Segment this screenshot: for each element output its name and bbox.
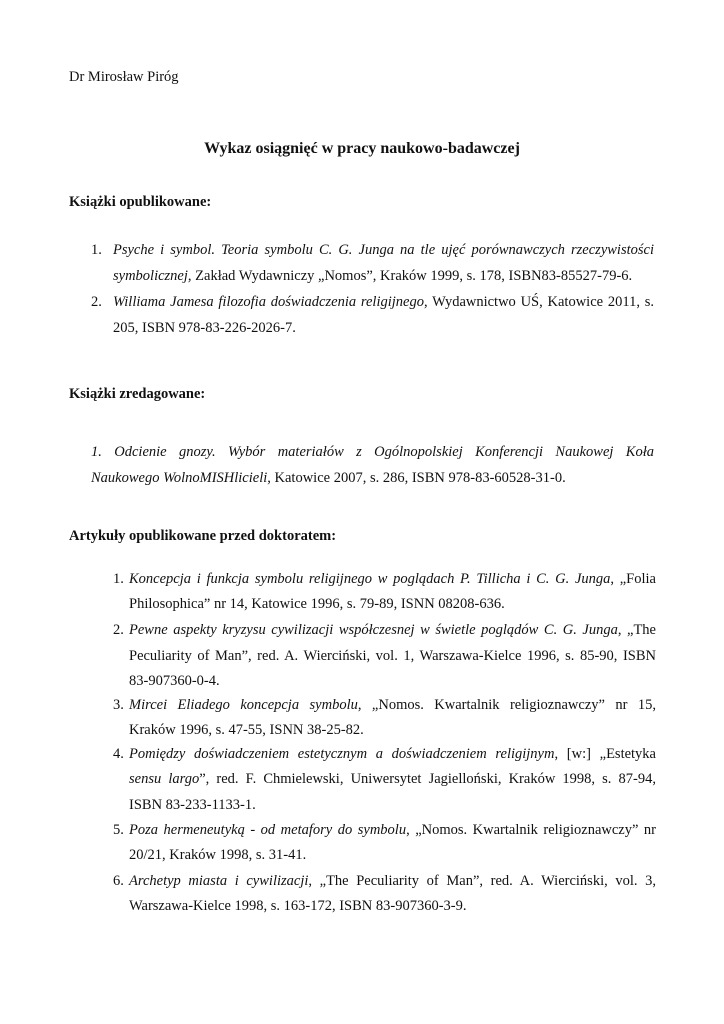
item-title: Pewne aspekty kryzysu cywilizacji współczesnej w świetle poglądów C. G. Junga [129,622,618,638]
item-line [129,873,656,890]
item-line: 83-907360-0-4. [129,673,220,689]
list-number: 6. [113,873,124,889]
item-line [113,268,632,285]
item-title: Williama Jamesa filozofia doświadczenia religijnego [113,294,424,310]
item-details: , „The Peculiarity of Man”, red. A. Wierciński, vol. 3, [308,873,657,889]
item-details: , „Nomos. Kwartalnik religioznawczy” nr 15, [357,697,657,713]
item-title: Archetyp miasta i cywilizacji [129,873,309,889]
item-details: , „The [617,622,656,638]
item-title: Poza hermeneutyką - od metafory do symbolu [129,822,407,838]
item-line [113,242,654,259]
articles-heading: Artykuły opublikowane przed doktoratem: [69,528,337,544]
item-details: , [w:] „Estetyka [554,746,656,762]
item-line: ISBN 83-233-1133-1. [129,797,256,813]
item-title: 1. Odcienie gnozy. Wybór materiałów z Ogólnopolskiej Konferencji Naukowej Koła [91,444,654,460]
item-title: symbolicznej, [113,268,192,284]
item-line: Philosophica” nr 14, Katowice 1996, s. 79-89, ISNN 08208-636. [129,596,505,612]
item-line [91,444,654,461]
list-number: 5. [113,822,124,838]
edited-heading: Książki zredagowane: [69,386,206,402]
item-title: Psyche i symbol. Teoria symbolu C. G. Junga na tle ujęć porównawczych rzeczywistości [113,242,654,258]
list-number: 1. [113,571,124,587]
item-line: 20/21, Kraków 1998, s. 31-41. [129,847,307,863]
list-number: 2. [113,622,124,638]
item-line [129,571,656,588]
item-line [129,771,656,788]
item-title: Pomiędzy doświadczeniem estetycznym a doświadczeniem religijnym [129,746,555,762]
item-line: Peculiarity of Man”, red. A. Wierciński, vol. 1, Warszawa-Kielce 1996, s. 85-90, ISBN [129,648,656,664]
item-title: sensu largo [129,771,200,787]
item-line [129,746,656,763]
item-line [129,622,656,639]
author-name: Dr Mirosław Piróg [69,69,179,85]
item-line [91,470,566,487]
item-details: , Katowice 2007, s. 286, ISBN 978-83-60528-31-0. [267,470,566,486]
item-line: 205, ISBN 978-83-226-2026-7. [113,320,296,336]
item-line [129,822,656,839]
item-title: Naukowego WolnoMISHlicieli [91,470,268,486]
item-line [113,294,654,311]
item-details: , „Folia [610,571,656,587]
item-line: Warszawa-Kielce 1998, s. 163-172, ISBN 83-907360-3-9. [129,898,467,914]
page-title: Wykaz osiągnięć w pracy naukowo-badawczej [204,140,520,157]
item-line: Kraków 1996, s. 47-55, ISNN 38-25-82. [129,722,364,738]
list-number: 3. [113,697,124,713]
item-details: , „Nomos. Kwartalnik religioznawczy” nr [406,822,656,838]
item-line [129,697,656,714]
books-heading: Książki opublikowane: [69,194,212,210]
item-title: Koncepcja i funkcja symbolu religijnego w poglądach P. Tillicha i C. G. Junga [129,571,611,587]
item-details: , Wydawnictwo UŚ, Katowice 2011, s. [423,294,654,310]
item-details: ”, red. F. Chmielewski, Uniwersytet Jagielloński, Kraków 1998, s. 87-94, [199,771,656,787]
list-number: 1. [91,242,102,258]
list-number: 2. [91,294,102,310]
item-details: Zakład Wydawniczy „Nomos”, Kraków 1999, s. 178, ISBN83-85527-79-6. [191,268,633,284]
list-number: 4. [113,746,124,762]
item-title: Mircei Eliadego koncepcja symbolu [129,697,358,713]
